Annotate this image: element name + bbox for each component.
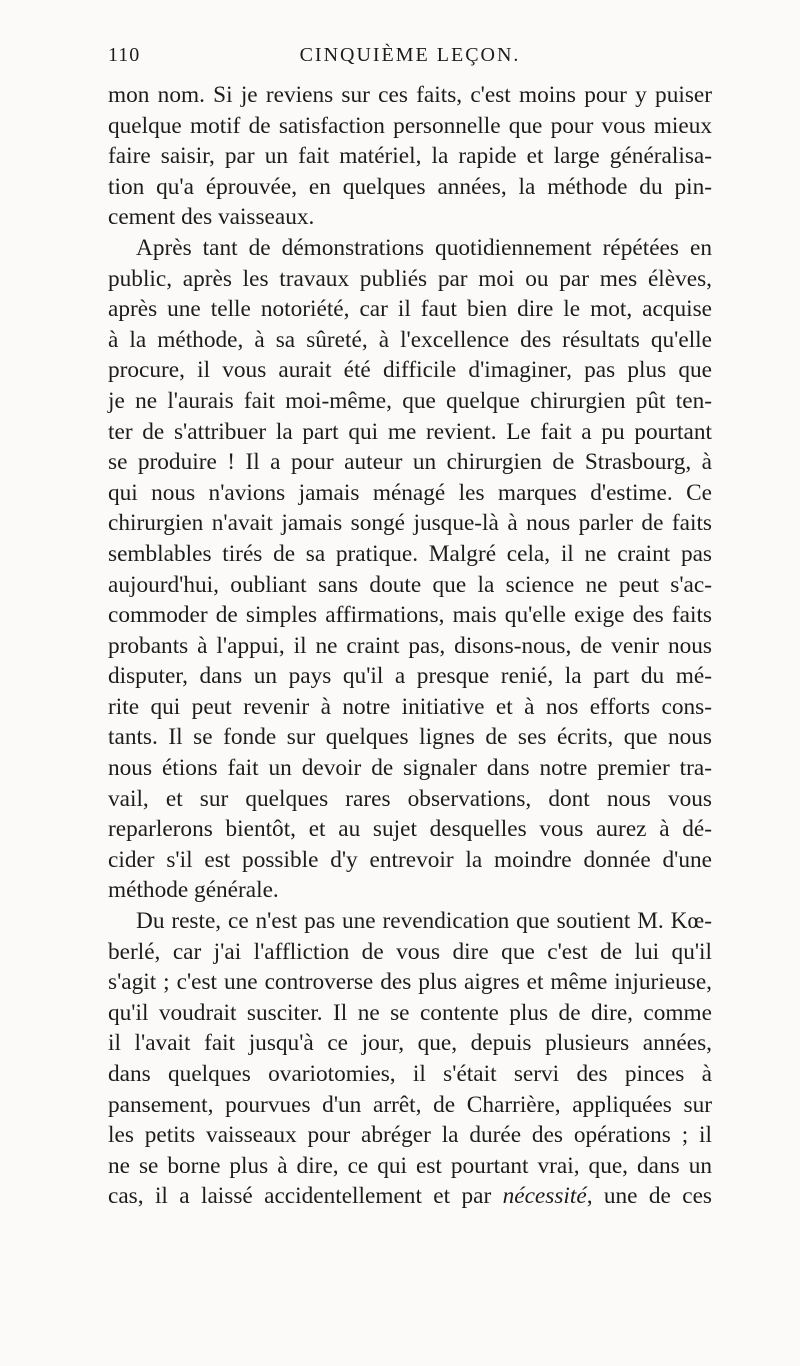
text-line: ter de s'attribuer la part qui me revient. Le fait a pu pourtant — [108, 418, 712, 445]
body-text — [108, 80, 712, 1212]
text-line: berlé, car j'ai l'affliction de vous dire que c'est de lui qu'il — [108, 938, 712, 965]
text-line: nous étions fait un devoir de signaler dans notre premier tra- — [108, 755, 712, 782]
text-line: qui nous n'avions jamais ménagé les marques d'estime. Ce — [108, 479, 712, 506]
text-line: Du reste, ce n'est pas une revendication que soutient M. Kœ- — [136, 908, 712, 935]
text-line: après une telle notoriété, car il faut bien dire le mot, acquise — [108, 296, 712, 323]
text-line: mon nom. Si je reviens sur ces faits, c'est moins pour y puiser — [108, 82, 712, 108]
text-line: commoder de simples affirmations, mais qu'elle exige des faits — [108, 602, 712, 629]
text-line: il l'avait fait jusqu'à ce jour, que, depuis plusieurs années, — [108, 1030, 712, 1057]
text-line: faire saisir, par un fait matériel, la rapide et large généralisa- — [108, 143, 712, 170]
text-line: ne se borne plus à dire, ce qui est pourtant vrai, que, dans un — [108, 1152, 712, 1179]
running-head — [108, 44, 712, 74]
text-line: tants. Il se fonde sur quelques lignes de ses écrits, que nous — [108, 724, 712, 751]
emphasized-word: nécessité — [502, 1183, 587, 1210]
text-line: méthode générale. — [108, 877, 279, 904]
text-line: vail, et sur quelques rares observations, dont nous vous — [108, 785, 712, 812]
text-line: s'agit ; c'est une controverse des plus aigres et même injurieuse, — [108, 969, 712, 996]
text-line: qu'il voudrait susciter. Il ne se contente plus de dire, comme — [108, 999, 712, 1026]
text-line: cement des vaisseaux. — [108, 204, 315, 231]
text-line: se produire ! Il a pour auteur un chirurgien de Strasbourg, à — [108, 449, 712, 476]
text-line: rite qui peut revenir à notre initiative et à nos efforts cons- — [108, 693, 712, 720]
text-line: à la méthode, à sa sûreté, à l'excellence des résultats qu'elle — [108, 326, 712, 353]
text-line-final — [108, 1181, 712, 1212]
text-line: cider s'il est possible d'y entrevoir la moindre donnée d'une — [108, 846, 712, 873]
text-line: aujourd'hui, oubliant sans doute que la science ne peut s'ac- — [108, 571, 712, 598]
text-line: chirurgien n'avait jamais songé jusque-là à nous parler de faits — [108, 510, 712, 537]
text-segment: cas, il a laissé accidentellement et par — [108, 1183, 503, 1210]
text-segment: , une de ces — [586, 1183, 712, 1210]
text-line: procure, il vous aurait été difficile d'imaginer, pas plus que — [108, 357, 712, 384]
text-line: je ne l'aurais fait moi-même, que quelque chirurgien pût ten- — [108, 387, 712, 414]
text-line: quelque motif de satisfaction personnelle que pour vous mieux — [108, 112, 712, 139]
chapter-title: CINQUIÈME LEÇON. — [299, 44, 521, 66]
text-line: semblables tirés de sa pratique. Malgré cela, il ne craint pas — [108, 540, 712, 567]
page-number: 110 — [108, 44, 141, 66]
text-line: dans quelques ovariotomies, il s'était servi des pinces à — [108, 1061, 712, 1087]
text-line: tion qu'a éprouvée, en quelques années, la méthode du pin- — [108, 173, 712, 200]
text-line: probants à l'appui, il ne craint pas, disons-nous, de venir nous — [108, 632, 712, 659]
text-line: reparlerons bientôt, et au sujet desquelles vous aurez à dé- — [108, 816, 712, 843]
text-line: Après tant de démonstrations quotidiennement répétées en — [136, 234, 712, 261]
text-line: pansement, pourvues d'un arrêt, de Charrière, appliquées sur — [108, 1091, 712, 1118]
text-line: disputer, dans un pays qu'il a presque renié, la part du mé- — [108, 663, 712, 690]
text-line: public, après les travaux publiés par moi ou par mes élèves, — [108, 265, 712, 292]
text-line: les petits vaisseaux pour abréger la durée des opérations ; il — [108, 1122, 712, 1149]
